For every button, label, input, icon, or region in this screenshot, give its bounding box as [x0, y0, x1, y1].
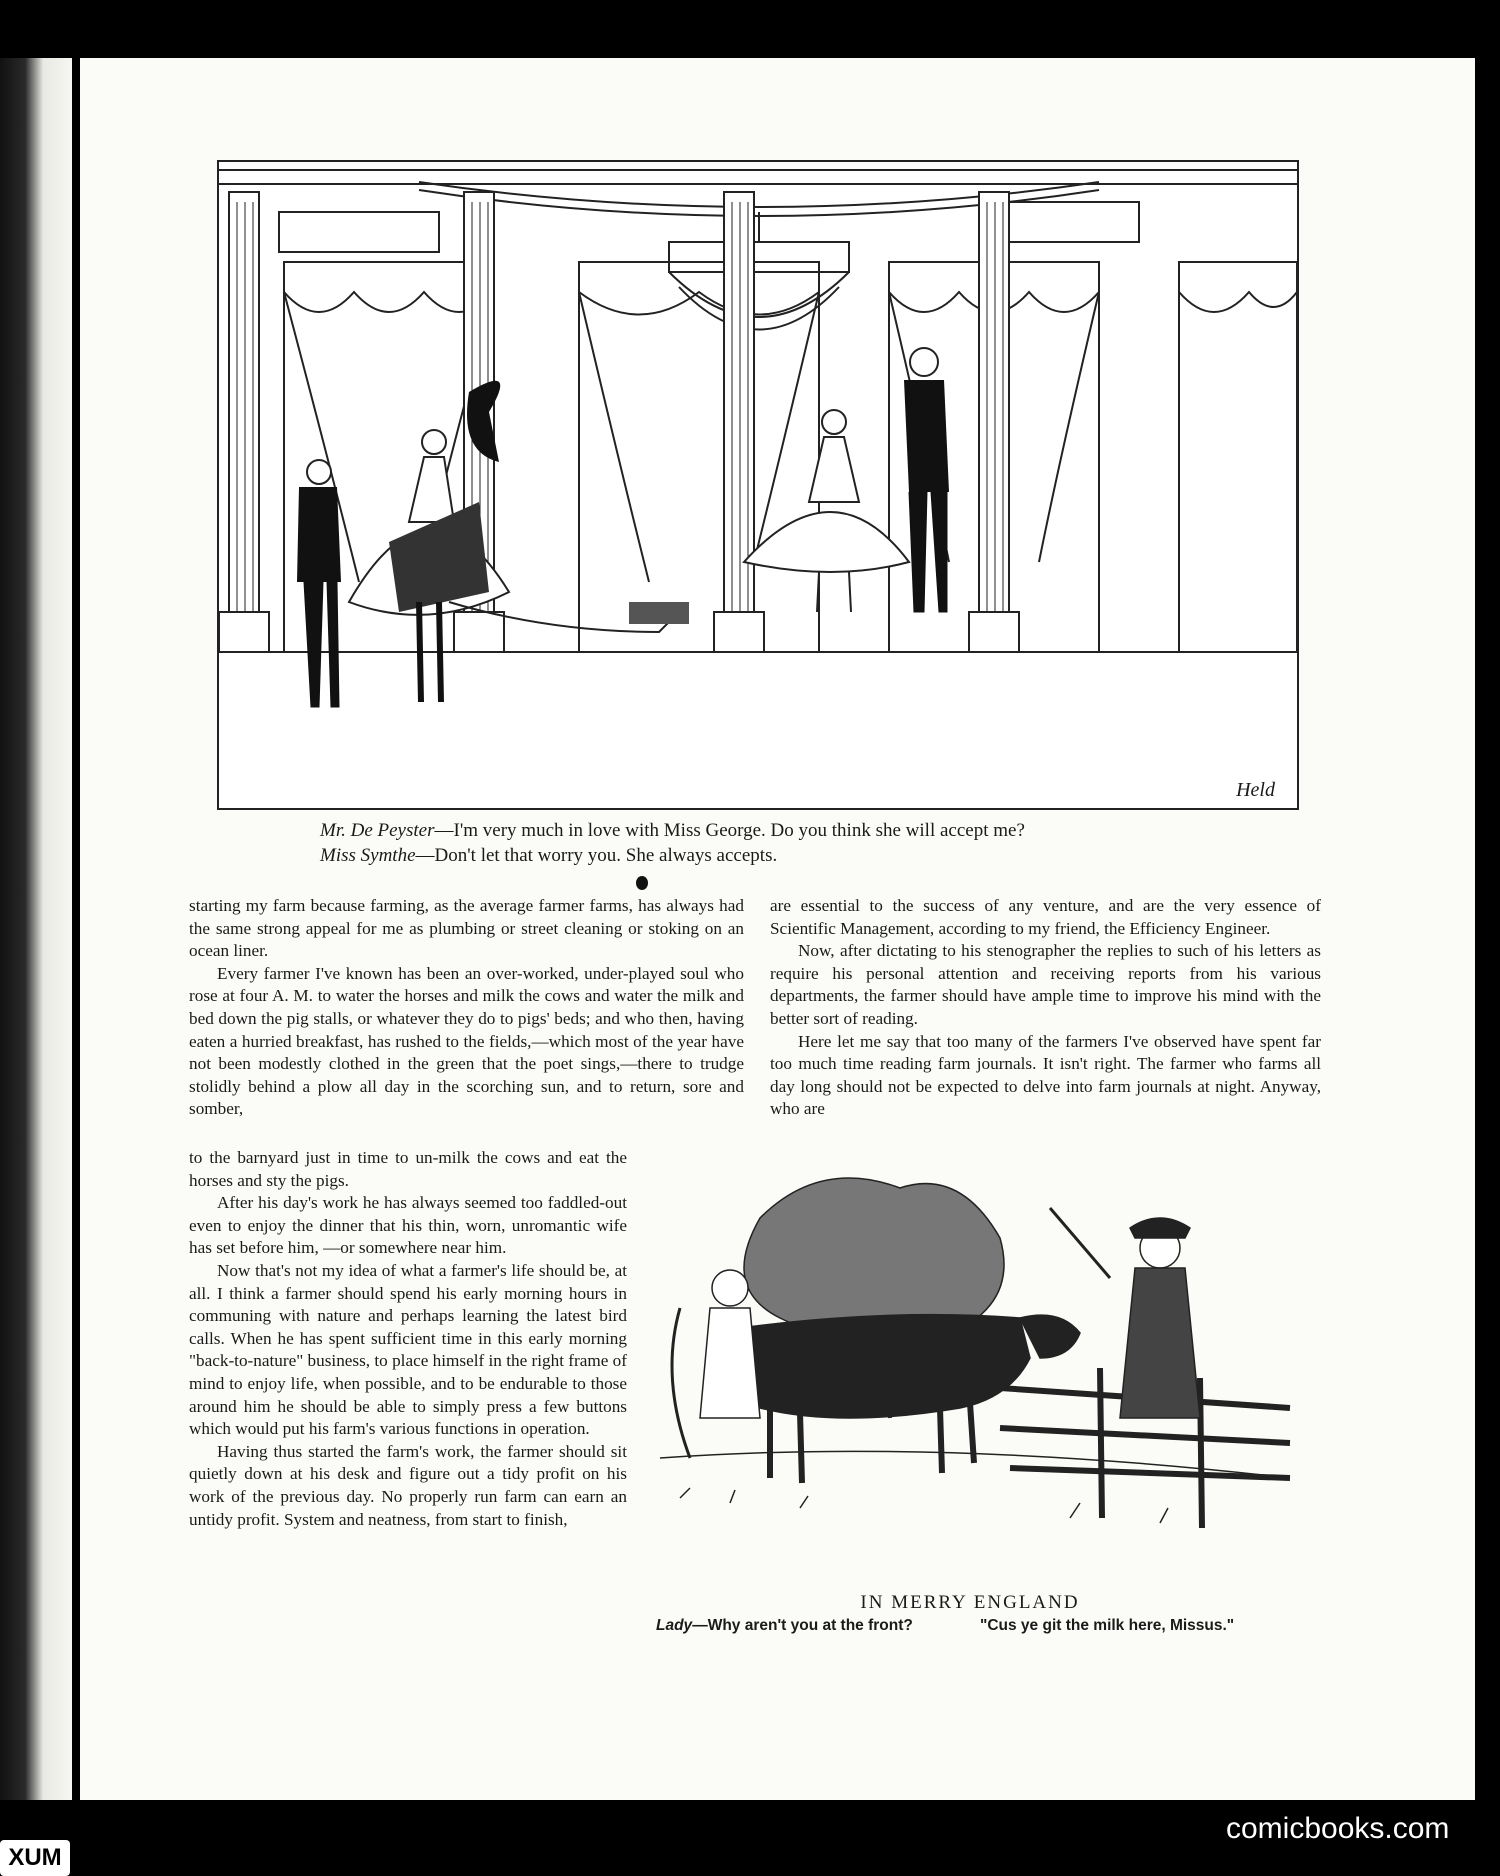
ink-dot	[636, 876, 648, 890]
article-paragraph: Now, after dictating to his stenographer the replies to such of his letters as require his personal attention and receiving reports from his various departments, the farmer should have ample time to improve his mind with the better sort of reading.	[770, 941, 1321, 1028]
article-paragraph: are essential to the success of any venture, and are the very essence of Scientific Management, according to my friend, the Efficiency Engineer.	[770, 896, 1321, 938]
book-spine-shadow	[0, 58, 72, 1800]
caption-speaker-lady: Lady	[656, 1617, 693, 1634]
watermark: comicbooks.com	[1226, 1812, 1450, 1845]
top-cartoon-caption	[320, 818, 1260, 868]
bottom-cartoon-title: IN MERRY ENGLAND	[860, 1592, 1080, 1613]
caption-speaker-2: Miss Symthe	[320, 845, 416, 866]
caption-line-2: —Don't let that worry you. She always accepts.	[415, 845, 778, 866]
article-left-column-top	[189, 895, 744, 1121]
caption-line-1: —I'm very much in love with Miss George. Do you think she will accept me?	[434, 820, 1025, 841]
article-paragraph: starting my farm because farming, as the average farmer farms, has always had the same strong appeal for me as plumbing or street cleaning or stoking on an ocean liner.	[189, 896, 744, 961]
article-left-column-narrow	[189, 1147, 627, 1531]
merry-england-illustration	[640, 1158, 1320, 1603]
article-paragraph: After his day's work he has always seemed too faddled-out even to enjoy the dinner that his thin, worn, unromantic wife has set before him, —or somewhere near him.	[189, 1193, 627, 1258]
xum-badge: XUM	[0, 1840, 70, 1876]
ballroom-cartoon	[217, 160, 1299, 810]
butler-figure	[297, 460, 341, 707]
article-right-column	[770, 895, 1321, 1121]
ballroom-illustration	[219, 162, 1297, 808]
caption-reply: "Cus ye git the milk here, Missus."	[980, 1617, 1235, 1634]
article-paragraph: Every farmer I've known has been an over-worked, under-played soul who rose at four A. M. to water the horses and milk the cows and water the milk and bed down the pig stalls, or whatever they do to pigs' beds; and who then, having eaten a hurried breakfast, has rushed to the fields,—which most of the year have not been modestly clothed in the green that the poet sings,—there to trudge stolidly behind a plow all day in the scorching sun, and to return, sore and somber,	[189, 963, 744, 1119]
article-paragraph: Having thus started the farm's work, the farmer should sit quietly down at his desk and figure out a tidy profit on his work of the previous day. No properly run farm can earn an untidy profit. System and neatness, from start to finish,	[189, 1441, 627, 1529]
lady-in-gown-figure	[744, 410, 909, 612]
article-paragraph: Here let me say that too many of the farmers I've observed have spent far too much time reading farm journals. It isn't right. The farmer who farms all day long should not be expected to delve into farm journals at night. Anyway, who are	[770, 1031, 1321, 1119]
article-paragraph: to the barnyard just in time to un-milk the cows and eat the horses and sty the pigs.	[189, 1148, 627, 1190]
caption-speaker-1: Mr. De Peyster	[320, 820, 435, 841]
cartoon-signature: Held	[1236, 779, 1275, 801]
article-paragraph: Now that's not my idea of what a farmer's life should be, at all. I think a farmer should spend his early morning hours in communing with nature and perhaps learning the latest bird calls. When he has spent sufficient time in this early morning "back-to-nature" business, to place himself in the right frame of mind to enjoy life, when possible, and to be endurable to those around him he should be able to simply press a few buttons which would put his farm's various functions in operation.	[189, 1260, 627, 1439]
caption-question: —Why aren't you at the front?	[692, 1617, 913, 1634]
gentleman-figure	[904, 348, 949, 612]
cow-fence-illustration	[640, 1158, 1320, 1603]
